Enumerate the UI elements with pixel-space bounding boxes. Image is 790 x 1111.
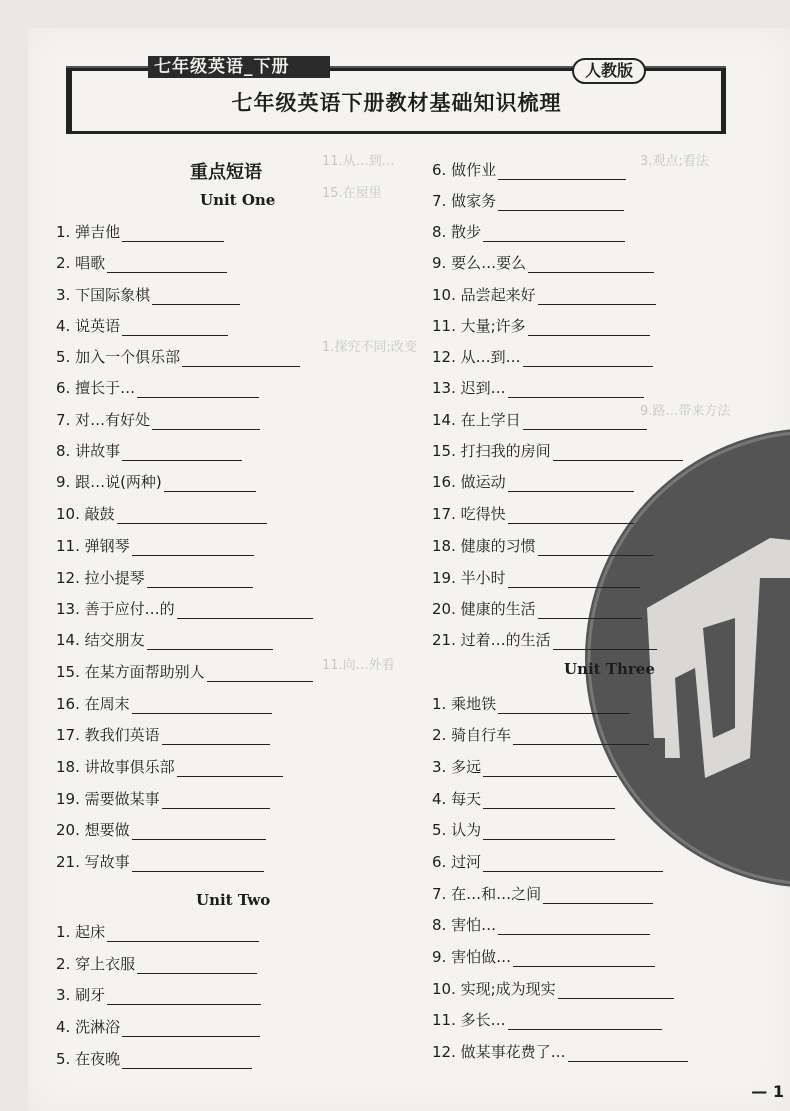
- edition-badge: 人教版: [572, 58, 646, 84]
- list-item: 6. 过河: [432, 850, 663, 872]
- unit-one-title: Unit One: [200, 191, 276, 209]
- answer-blank[interactable]: [508, 1015, 662, 1030]
- list-item: 12. 从…到…: [432, 345, 653, 367]
- list-item: 11. 多长…: [432, 1008, 662, 1030]
- answer-blank[interactable]: [132, 825, 266, 840]
- answer-blank[interactable]: [152, 290, 240, 305]
- list-item: 17. 吃得快: [432, 502, 634, 524]
- answer-blank[interactable]: [528, 321, 650, 336]
- list-item: 11. 弹钢琴: [56, 534, 254, 556]
- answer-blank[interactable]: [107, 990, 261, 1005]
- list-item: 12. 做某事花费了…: [432, 1040, 688, 1062]
- list-item: 8. 讲故事: [56, 439, 242, 461]
- section-heading: 重点短语: [190, 162, 262, 183]
- list-item: 2. 穿上衣服: [56, 952, 257, 974]
- answer-blank[interactable]: [538, 541, 654, 556]
- list-item: 9. 害怕做…: [432, 945, 655, 967]
- answer-blank[interactable]: [543, 889, 653, 904]
- list-item: 9. 要么…要么: [432, 251, 654, 273]
- answer-blank[interactable]: [177, 604, 313, 619]
- bleed-through-text: 11.向…外看: [322, 658, 395, 673]
- list-item: 19. 半小时: [432, 566, 640, 588]
- list-item: 1. 弹吉他: [56, 220, 224, 242]
- answer-blank[interactable]: [523, 352, 653, 367]
- answer-blank[interactable]: [528, 258, 654, 273]
- answer-blank[interactable]: [508, 383, 644, 398]
- list-item: 14. 在上学日: [432, 408, 647, 430]
- answer-blank[interactable]: [483, 762, 617, 777]
- answer-blank[interactable]: [483, 825, 615, 840]
- answer-blank[interactable]: [182, 352, 300, 367]
- answer-blank[interactable]: [147, 573, 253, 588]
- list-item: 16. 在周末: [56, 692, 272, 714]
- bleed-through-text: 11.从…到…: [322, 154, 395, 169]
- answer-blank[interactable]: [508, 509, 634, 524]
- answer-blank[interactable]: [498, 699, 630, 714]
- answer-blank[interactable]: [553, 446, 683, 461]
- answer-blank[interactable]: [122, 321, 228, 336]
- unit-three-title: Unit Three: [564, 660, 655, 678]
- answer-blank[interactable]: [483, 857, 663, 872]
- list-item: 2. 唱歌: [56, 251, 227, 273]
- bleed-through-text: 3.观点;看法: [640, 154, 709, 169]
- answer-blank[interactable]: [513, 730, 649, 745]
- answer-blank[interactable]: [498, 165, 626, 180]
- list-item: 18. 讲故事俱乐部: [56, 755, 283, 777]
- list-item: 9. 跟…说(两种): [56, 470, 256, 492]
- list-item: 15. 打扫我的房间: [432, 439, 683, 461]
- list-item: 6. 擅长于…: [56, 376, 259, 398]
- answer-blank[interactable]: [483, 794, 615, 809]
- list-item: 3. 多远: [432, 755, 617, 777]
- list-item: 5. 加入一个俱乐部: [56, 345, 300, 367]
- list-item: 14. 结交朋友: [56, 628, 273, 650]
- answer-blank[interactable]: [177, 762, 283, 777]
- bleed-through-text: 9.路…带来方法: [640, 404, 731, 419]
- answer-blank[interactable]: [498, 196, 624, 211]
- answer-blank[interactable]: [132, 541, 254, 556]
- list-item: 17. 教我们英语: [56, 723, 270, 745]
- list-item: 7. 在…和…之间: [432, 882, 653, 904]
- list-item: 7. 做家务: [432, 189, 624, 211]
- answer-blank[interactable]: [107, 927, 259, 942]
- list-item: 4. 每天: [432, 787, 615, 809]
- answer-blank[interactable]: [147, 635, 273, 650]
- answer-blank[interactable]: [523, 415, 647, 430]
- answer-blank[interactable]: [137, 959, 257, 974]
- list-item: 5. 在夜晚: [56, 1047, 252, 1069]
- answer-blank[interactable]: [122, 1054, 252, 1069]
- list-item: 21. 过着…的生活: [432, 628, 657, 650]
- page-number: — 1: [751, 1082, 784, 1101]
- answer-blank[interactable]: [538, 604, 642, 619]
- list-item: 12. 拉小提琴: [56, 566, 253, 588]
- list-item: 3. 下国际象棋: [56, 283, 240, 305]
- list-item: 18. 健康的习惯: [432, 534, 654, 556]
- answer-blank[interactable]: [164, 477, 256, 492]
- list-item: 8. 散步: [432, 220, 625, 242]
- answer-blank[interactable]: [152, 415, 260, 430]
- answer-blank[interactable]: [558, 984, 674, 999]
- answer-blank[interactable]: [508, 477, 634, 492]
- answer-blank[interactable]: [538, 290, 656, 305]
- list-item: 10. 实现;成为现实: [432, 977, 674, 999]
- answer-blank[interactable]: [568, 1047, 688, 1062]
- list-item: 2. 骑自行车: [432, 723, 649, 745]
- unit-two-title: Unit Two: [196, 891, 271, 909]
- answer-blank[interactable]: [498, 920, 650, 935]
- list-item: 3. 刷牙: [56, 983, 261, 1005]
- answer-blank[interactable]: [513, 952, 655, 967]
- list-item: 10. 敲鼓: [56, 502, 267, 524]
- answer-blank[interactable]: [553, 635, 657, 650]
- bleed-through-text: 15.在屋里: [322, 186, 382, 201]
- answer-blank[interactable]: [122, 446, 242, 461]
- answer-blank[interactable]: [132, 857, 264, 872]
- bleed-through-text: 1.探究不同;改变: [322, 340, 417, 355]
- list-item: 16. 做运动: [432, 470, 634, 492]
- list-item: 19. 需要做某事: [56, 787, 270, 809]
- list-item: 1. 起床: [56, 920, 259, 942]
- list-item: 1. 乘地铁: [432, 692, 630, 714]
- answer-blank[interactable]: [117, 509, 267, 524]
- page-title: 七年级英语下册教材基础知识梳理: [231, 91, 562, 115]
- answer-blank[interactable]: [162, 794, 270, 809]
- list-item: 6. 做作业: [432, 158, 626, 180]
- answer-blank[interactable]: [483, 227, 625, 242]
- list-item: 10. 品尝起来好: [432, 283, 656, 305]
- answer-blank[interactable]: [162, 730, 270, 745]
- answer-blank[interactable]: [132, 699, 272, 714]
- list-item: 21. 写故事: [56, 850, 264, 872]
- list-item: 7. 对…有好处: [56, 408, 260, 430]
- decorative-emblem-icon: [585, 428, 790, 888]
- list-item: 11. 大量;许多: [432, 314, 650, 336]
- answer-blank[interactable]: [122, 1022, 260, 1037]
- list-item: 5. 认为: [432, 818, 615, 840]
- list-item: 15. 在某方面帮助别人: [56, 660, 313, 682]
- answer-blank[interactable]: [107, 258, 227, 273]
- answer-blank[interactable]: [207, 667, 313, 682]
- answer-blank[interactable]: [508, 573, 640, 588]
- list-item: 13. 善于应付…的: [56, 597, 313, 619]
- list-item: 8. 害怕…: [432, 913, 650, 935]
- list-item: 13. 迟到…: [432, 376, 644, 398]
- answer-blank[interactable]: [137, 383, 259, 398]
- answer-blank[interactable]: [122, 227, 224, 242]
- list-item: 20. 健康的生活: [432, 597, 642, 619]
- list-item: 4. 说英语: [56, 314, 228, 336]
- series-tag: 七年级英语_下册: [148, 56, 330, 78]
- list-item: 4. 洗淋浴: [56, 1015, 260, 1037]
- list-item: 20. 想要做: [56, 818, 266, 840]
